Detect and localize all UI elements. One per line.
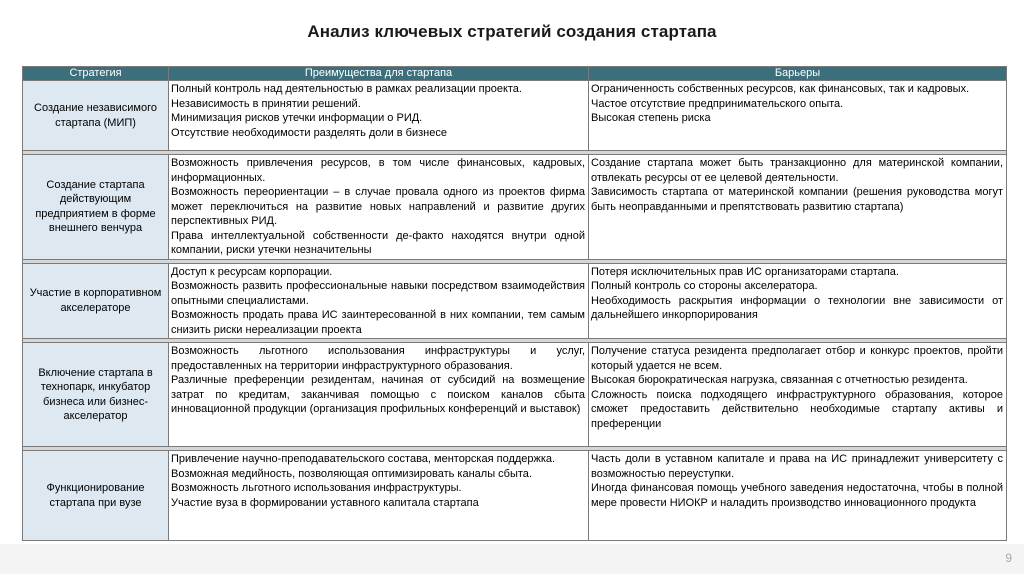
barrier-item: Зависимость стартапа от материнской компании (решения руководства могут быть неоправданными и препятствовать развитию стартапа)	[591, 186, 1003, 213]
barrier-item: Потеря исключительных прав ИС организаторами стартапа.	[591, 265, 899, 278]
strategy-cell: Функционирование стартапа при вузе	[23, 451, 169, 541]
table-row	[23, 81, 1007, 151]
advantage-item: Различные преференции резидентам, начиная от субсидий на возмещение затрат по кредитам, заканчивая помощью с поиском каналов сбыта инновационной продукции (организация профильных конференций и выставок)	[171, 374, 585, 415]
advantage-item: Полный контроль над деятельностью в рамках реализации проекта.	[171, 83, 522, 95]
barrier-item: Получение статуса резидента предполагает отбор и конкурс проектов, пройти который удается не всем.	[591, 345, 1003, 372]
strategy-cell: Участие в корпоративном акселераторе	[23, 263, 169, 339]
advantage-item: Отсутствие необходимости разделять доли в бизнесе	[171, 126, 447, 139]
barrier-item: Необходимость раскрытия информации о технологии вне зависимости от дальнейшего инкорпорирования	[591, 294, 1003, 321]
table-row	[23, 155, 1007, 260]
barriers-cell	[589, 451, 1007, 541]
advantage-item: Минимизация рисков утечки информации о РИД.	[171, 112, 423, 124]
barriers-cell	[589, 343, 1007, 447]
barrier-item: Высокая степень риска	[591, 112, 711, 124]
advantage-item: Возможность переориентации – в случае провала одного из проектов фирма может переключиться на развитие новых направлений и развитие других перспективных РИД.	[171, 186, 585, 227]
advantages-cell	[169, 81, 589, 151]
footer-band	[0, 544, 1024, 574]
advantage-item: Доступ к ресурсам корпорации.	[171, 265, 333, 278]
strategy-table	[22, 66, 1007, 541]
barrier-item: Полный контроль со стороны акселератора.	[591, 280, 818, 292]
header-advantages: Преимущества для стартапа	[169, 67, 589, 81]
barriers-cell	[589, 81, 1007, 151]
advantage-item: Независимость в принятии решений.	[171, 97, 361, 110]
advantage-item: Возможность льготного использования инфраструктуры и услуг, предоставленных на территории инфраструктурного образования.	[171, 345, 585, 372]
barrier-item: Ограниченность собственных ресурсов, как финансовых, так и кадровых.	[591, 83, 970, 95]
barrier-item: Высокая бюрократическая нагрузка, связанная с отчетностью резидента.	[591, 374, 968, 386]
table-row	[23, 451, 1007, 541]
advantages-cell	[169, 263, 589, 339]
table-header-row	[23, 67, 1007, 81]
strategy-cell: Создание независимого стартапа (МИП)	[23, 81, 169, 151]
strategy-cell: Включение стартапа в технопарк, инкубатор бизнеса или бизнес-акселератор	[23, 343, 169, 447]
barrier-item: Создание стартапа может быть транзакционно для материнской компании, отвлекать ресурсы от ее целевой деятельности.	[591, 157, 1003, 184]
advantage-item: Участие вуза в формировании уставного капитала стартапа	[171, 496, 479, 509]
barrier-item: Иногда финансовая помощь учебного заведения недостаточна, чтобы в полной мере провести НИОКР и наладить производство инновационного продукта	[591, 482, 1003, 509]
advantage-item: Возможность развить профессиональные навыки посредством взаимодействия опытными специалистами.	[171, 280, 585, 307]
table-row	[23, 263, 1007, 339]
barriers-cell	[589, 263, 1007, 339]
barrier-item: Частое отсутствие предпринимательского опыта.	[591, 97, 844, 110]
header-strategy: Стратегия	[23, 67, 169, 81]
advantage-item: Возможность привлечения ресурсов, в том числе финансовых, кадровых, информационных.	[171, 157, 585, 184]
advantage-item: Возможность продать права ИС заинтересованной в них компании, тем самым снизить риски нереализации проекта	[171, 309, 585, 336]
advantages-cell	[169, 343, 589, 447]
advantage-item: Возможность льготного использования инфраструктуры.	[171, 482, 462, 494]
page-number: 9	[1005, 551, 1012, 565]
advantage-item: Привлечение научно-преподавательского состава, менторская поддержка.	[171, 453, 556, 465]
advantages-cell	[169, 155, 589, 260]
slide-title: Анализ ключевых стратегий создания стартапа	[307, 22, 717, 41]
strategy-cell: Создание стартапа действующим предприятием в форме внешнего венчура	[23, 155, 169, 260]
barriers-cell	[589, 155, 1007, 260]
barrier-item: Часть доли в уставном капитале и права на ИС принадлежит университету с возможностью переуступки.	[591, 453, 1003, 480]
advantages-cell	[169, 451, 589, 541]
advantage-item: Права интеллектуальной собственности де-факто находятся внутри одной компании, риски утечки незначительны	[171, 229, 585, 256]
table-row	[23, 343, 1007, 447]
header-barriers: Барьеры	[589, 67, 1007, 81]
barrier-item: Сложность поиска подходящего инфраструктурного образования, которое сможет предоставить действительно необходимые стартапу активы и преференции	[591, 388, 1003, 430]
advantage-item: Возможная медийность, позволяющая оптимизировать каналы сбыта.	[171, 467, 532, 480]
